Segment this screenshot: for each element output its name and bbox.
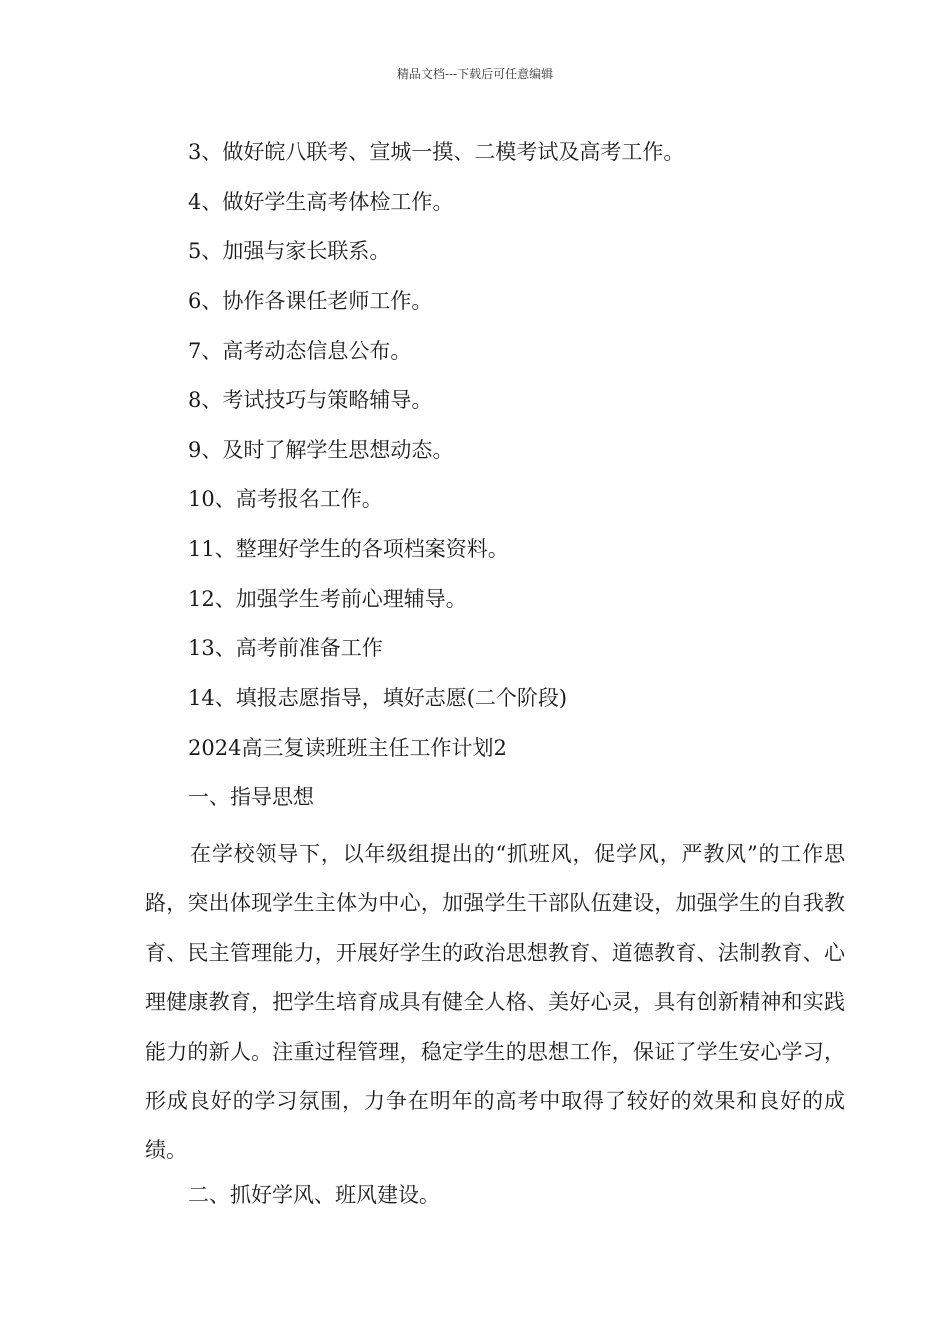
list-item: 14、填报志愿指导，填好志愿(二个阶段) bbox=[188, 686, 568, 710]
heading-study-style: 二、抓好学风、班风建设。 bbox=[188, 1183, 440, 1207]
section-title: 2024高三复读班班主任工作计划2 bbox=[188, 736, 507, 760]
list-item: 12、加强学生考前心理辅导。 bbox=[188, 587, 467, 611]
heading-guiding-thought: 一、指导思想 bbox=[188, 785, 314, 809]
list-item: 10、高考报名工作。 bbox=[188, 487, 383, 511]
body-paragraph: 在学校领导下，以年级组提出的“抓班风，促学风，严教风”的工作思路，突出体现学生主体为中心，加强学生干部队伍建设，加强学生的自我教育、民主管理能力，开展好学生的政治思想教育、道德教育、法制教育、心理健康教育，把学生培育成具有健全人格、美好心灵，具有创新精神和实践能力的新人。注重过程管理，稳定学生的思想工作，保证了学生安心学习，形成良好的学习氛围，力争在明年的高考中取得了较好的效果和良好的成绩。 bbox=[145, 842, 845, 1163]
list-item: 4、做好学生高考体检工作。 bbox=[188, 190, 454, 214]
list-item: 6、协作各课任老师工作。 bbox=[188, 289, 433, 313]
list-item: 9、及时了解学生思想动态。 bbox=[188, 438, 454, 462]
page-header: 精品文档---下载后可任意编辑 bbox=[396, 67, 554, 81]
list-item: 5、加强与家长联系。 bbox=[188, 239, 391, 263]
list-item: 8、考试技巧与策略辅导。 bbox=[188, 388, 433, 412]
list-item: 13、高考前准备工作 bbox=[188, 636, 383, 660]
list-item: 3、做好皖八联考、宣城一摸、二模考试及高考工作。 bbox=[188, 140, 685, 164]
list-item: 11、整理好学生的各项档案资料。 bbox=[188, 537, 509, 561]
list-item: 7、高考动态信息公布。 bbox=[188, 339, 412, 363]
